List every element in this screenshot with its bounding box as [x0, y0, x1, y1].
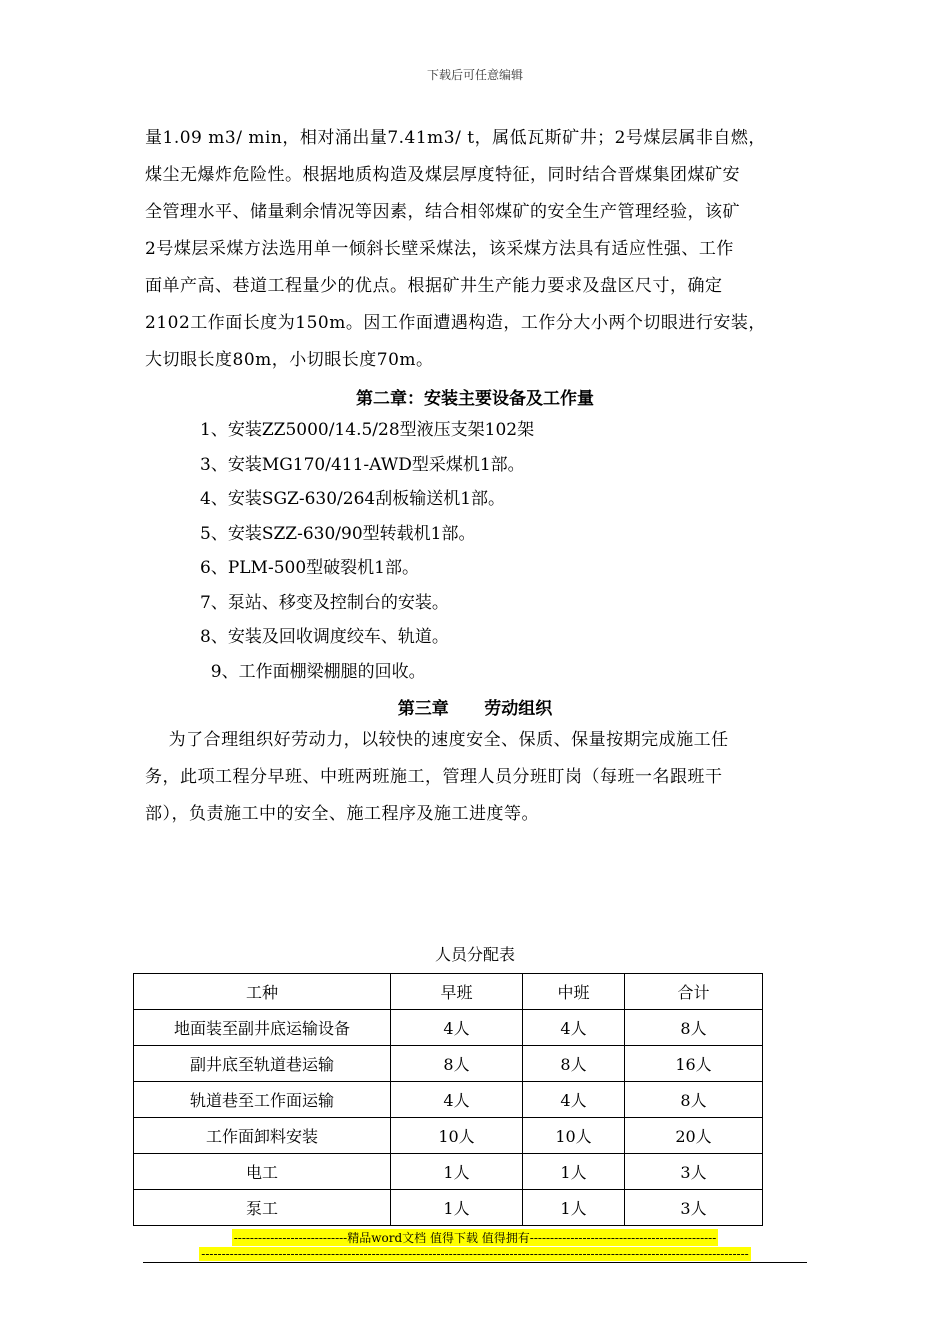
table-cell: 1人: [391, 1154, 523, 1190]
page-header: 下载后可任意编辑: [426, 68, 523, 82]
table-cell: 泵工: [134, 1190, 391, 1226]
intro-line: 全管理水平、储量剩余情况等因素，结合相邻煤矿的安全生产管理经验，该矿: [145, 202, 740, 222]
labor-line: 部），负责施工中的安全、施工程序及施工进度等。: [145, 804, 539, 824]
list-item: 3、安装MG170/411-AWD型采煤机1部。: [200, 454, 525, 475]
table-row: [134, 1118, 763, 1154]
table-cell: 1人: [523, 1190, 625, 1226]
intro-line: 煤尘无爆炸危险性。根据地质构造及煤层厚度特征，同时结合晋煤集团煤矿安: [145, 165, 740, 185]
promo-banner-line: ---------------------------------------------------------------------------------------------------------------------------------------: [201, 1247, 749, 1261]
table-cell: 电工: [134, 1154, 391, 1190]
list-item: 4、安装SGZ-630/264刮板输送机1部。: [200, 489, 506, 509]
labor-paragraph: [145, 722, 807, 833]
column-header: 工种: [134, 974, 391, 1010]
list-item: 8、安装及回收调度绞车、轨道。: [200, 627, 449, 647]
table-cell: 副井底至轨道巷运输: [134, 1046, 391, 1082]
intro-line: 2102工作面长度为150m。因工作面遭遇构造，工作分大小两个切眼进行安装，: [145, 313, 766, 333]
table-row: [134, 1190, 763, 1226]
equipment-list: [200, 413, 534, 689]
labor-line: 务，此项工程分早班、中班两班施工，管理人员分班盯岗（每班一名跟班干: [145, 767, 723, 787]
table-caption: 人员分配表: [434, 945, 515, 964]
table-cell: 4人: [391, 1082, 523, 1118]
table-cell: 16人: [625, 1046, 763, 1082]
table-cell: 工作面卸料安装: [134, 1118, 391, 1154]
intro-line: 面单产高、巷道工程量少的优点。根据矿井生产能力要求及盘区尺寸，确定: [145, 276, 723, 296]
staff-table: [133, 973, 763, 1226]
table-cell: 8人: [391, 1046, 523, 1082]
table-cell: 1人: [523, 1154, 625, 1190]
list-item: 7、泵站、移变及控制台的安装。: [200, 592, 449, 613]
table-cell: 8人: [625, 1010, 763, 1046]
column-header: 合计: [625, 974, 763, 1010]
table-cell: 3人: [625, 1190, 763, 1226]
intro-paragraph: [145, 120, 807, 379]
table-cell: 地面装至副井底运输设备: [134, 1010, 391, 1046]
labor-line: 为了合理组织好劳动力，以较快的速度安全、保质、保量按期完成施工任: [145, 730, 729, 750]
table-row: [134, 1046, 763, 1082]
list-item: 6、PLM-500型破裂机1部。: [200, 558, 419, 578]
table-cell: 4人: [523, 1010, 625, 1046]
table-cell: 3人: [625, 1154, 763, 1190]
table-cell: 4人: [391, 1010, 523, 1046]
table-row: [134, 1082, 763, 1118]
table-cell: 轨道巷至工作面运输: [134, 1082, 391, 1118]
chapter3-title: 第三章 劳动组织: [397, 699, 553, 719]
promo-banner: [0, 1229, 950, 1261]
chapter2-title: 第二章：安装主要设备及工作量: [356, 389, 594, 409]
table-cell: 8人: [523, 1046, 625, 1082]
promo-banner-line: ----------------------------精品word文档 值得下载 值得拥有----------------------------------------------: [233, 1231, 717, 1245]
list-item: 1、安装ZZ5000/14.5/28型液压支架102架: [200, 420, 535, 440]
table-cell: 10人: [391, 1118, 523, 1154]
list-item: 5、安装SZZ-630/90型转载机1部。: [200, 523, 476, 544]
intro-line: 大切眼长度80m，小切眼长度70m。: [145, 350, 434, 370]
column-header: 早班: [391, 974, 523, 1010]
column-header: 中班: [523, 974, 625, 1010]
intro-line: 2号煤层采煤方法选用单一倾斜长壁采煤法，该采煤方法具有适应性强、工作: [145, 239, 734, 259]
table-cell: 20人: [625, 1118, 763, 1154]
table-header-row: [134, 974, 763, 1010]
table-row: [134, 1010, 763, 1046]
table-row: [134, 1154, 763, 1190]
footer-divider: [143, 1262, 807, 1263]
list-item: 9、工作面棚梁棚腿的回收。: [200, 661, 426, 682]
intro-line: 量1.09 m3/ min，相对涌出量7.41m3/ t，属低瓦斯矿井；2号煤层属非自燃，: [145, 128, 766, 148]
table-cell: 1人: [391, 1190, 523, 1226]
table-cell: 10人: [523, 1118, 625, 1154]
table-cell: 8人: [625, 1082, 763, 1118]
table-cell: 4人: [523, 1082, 625, 1118]
